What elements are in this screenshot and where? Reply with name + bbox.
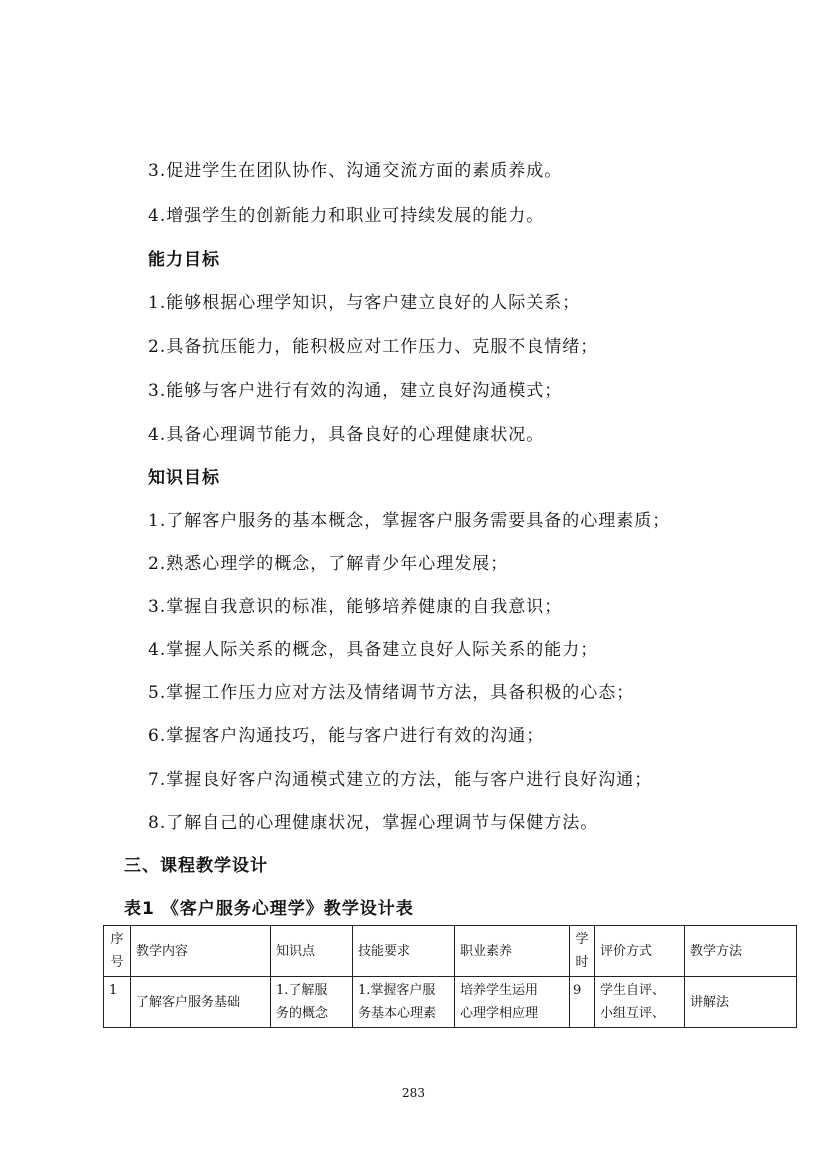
header-content: 教学内容	[131, 926, 271, 977]
header-knowledge: 知识点	[271, 926, 353, 977]
knowledge-heading: 知识目标	[148, 468, 220, 488]
row-hours: 9	[570, 977, 595, 1028]
literacy-goal-4: 4.增强学生的创新能力和职业可持续发展的能力。	[148, 206, 545, 226]
knowledge-goal-6: 6.掌握客户沟通技巧，能与客户进行有效的沟通；	[148, 726, 545, 746]
ability-heading: 能力目标	[148, 250, 220, 270]
ability-goal-2: 2.具备抗压能力，能积极应对工作压力、克服不良情绪；	[148, 337, 599, 357]
ability-goal-1: 1.能够根据心理学知识，与客户建立良好的人际关系；	[148, 293, 581, 313]
ability-goal-3: 3.能够与客户进行有效的沟通，建立良好沟通模式；	[148, 381, 563, 401]
knowledge-goal-7: 7.掌握良好客户沟通模式建立的方法，能与客户进行良好沟通；	[148, 770, 653, 790]
table-header-row	[104, 926, 797, 977]
header-evaluation: 评价方式	[595, 926, 685, 977]
row-knowledge: 1.了解服 务的概念	[271, 977, 353, 1028]
page-number: 283	[402, 1086, 425, 1100]
row-skill: 1.掌握客户服 务基本心理素	[353, 977, 455, 1028]
header-no: 序 号	[104, 926, 131, 977]
row-evaluation: 学生自评、 小组互评、	[595, 977, 685, 1028]
knowledge-goal-5: 5.掌握工作压力应对方法及情绪调节方法，具备积极的心态；	[148, 683, 635, 703]
knowledge-goal-4: 4.掌握人际关系的概念，具备建立良好人际关系的能力；	[148, 640, 599, 660]
header-skill: 技能要求	[353, 926, 455, 977]
literacy-goal-3: 3.促进学生在团队协作、沟通交流方面的素质养成。	[148, 161, 563, 181]
knowledge-goal-1: 1.了解客户服务的基本概念，掌握客户服务需要具备的心理素质；	[148, 511, 671, 531]
section-heading: 三、课程教学设计	[124, 856, 268, 876]
ability-goal-4: 4.具备心理调节能力，具备良好的心理健康状况。	[148, 425, 545, 445]
row-no: 1	[104, 977, 131, 1028]
knowledge-goal-2: 2.熟悉心理学的概念，了解青少年心理发展；	[148, 554, 509, 574]
header-hours: 学 时	[570, 926, 595, 977]
table-caption: 表1 《客户服务心理学》教学设计表	[124, 899, 414, 919]
row-literacy: 培养学生运用 心理学相应理	[455, 977, 570, 1028]
knowledge-goal-3: 3.掌握自我意识的标准，能够培养健康的自我意识；	[148, 597, 563, 617]
teaching-design-table	[103, 925, 797, 1028]
header-literacy: 职业素养	[455, 926, 570, 977]
knowledge-goal-8: 8.了解自己的心理健康状况，掌握心理调节与保健方法。	[148, 813, 599, 833]
table-row	[104, 977, 797, 1028]
row-method: 讲解法	[685, 977, 797, 1028]
row-content: 了解客户服务基础	[131, 977, 271, 1028]
header-method: 教学方法	[685, 926, 797, 977]
